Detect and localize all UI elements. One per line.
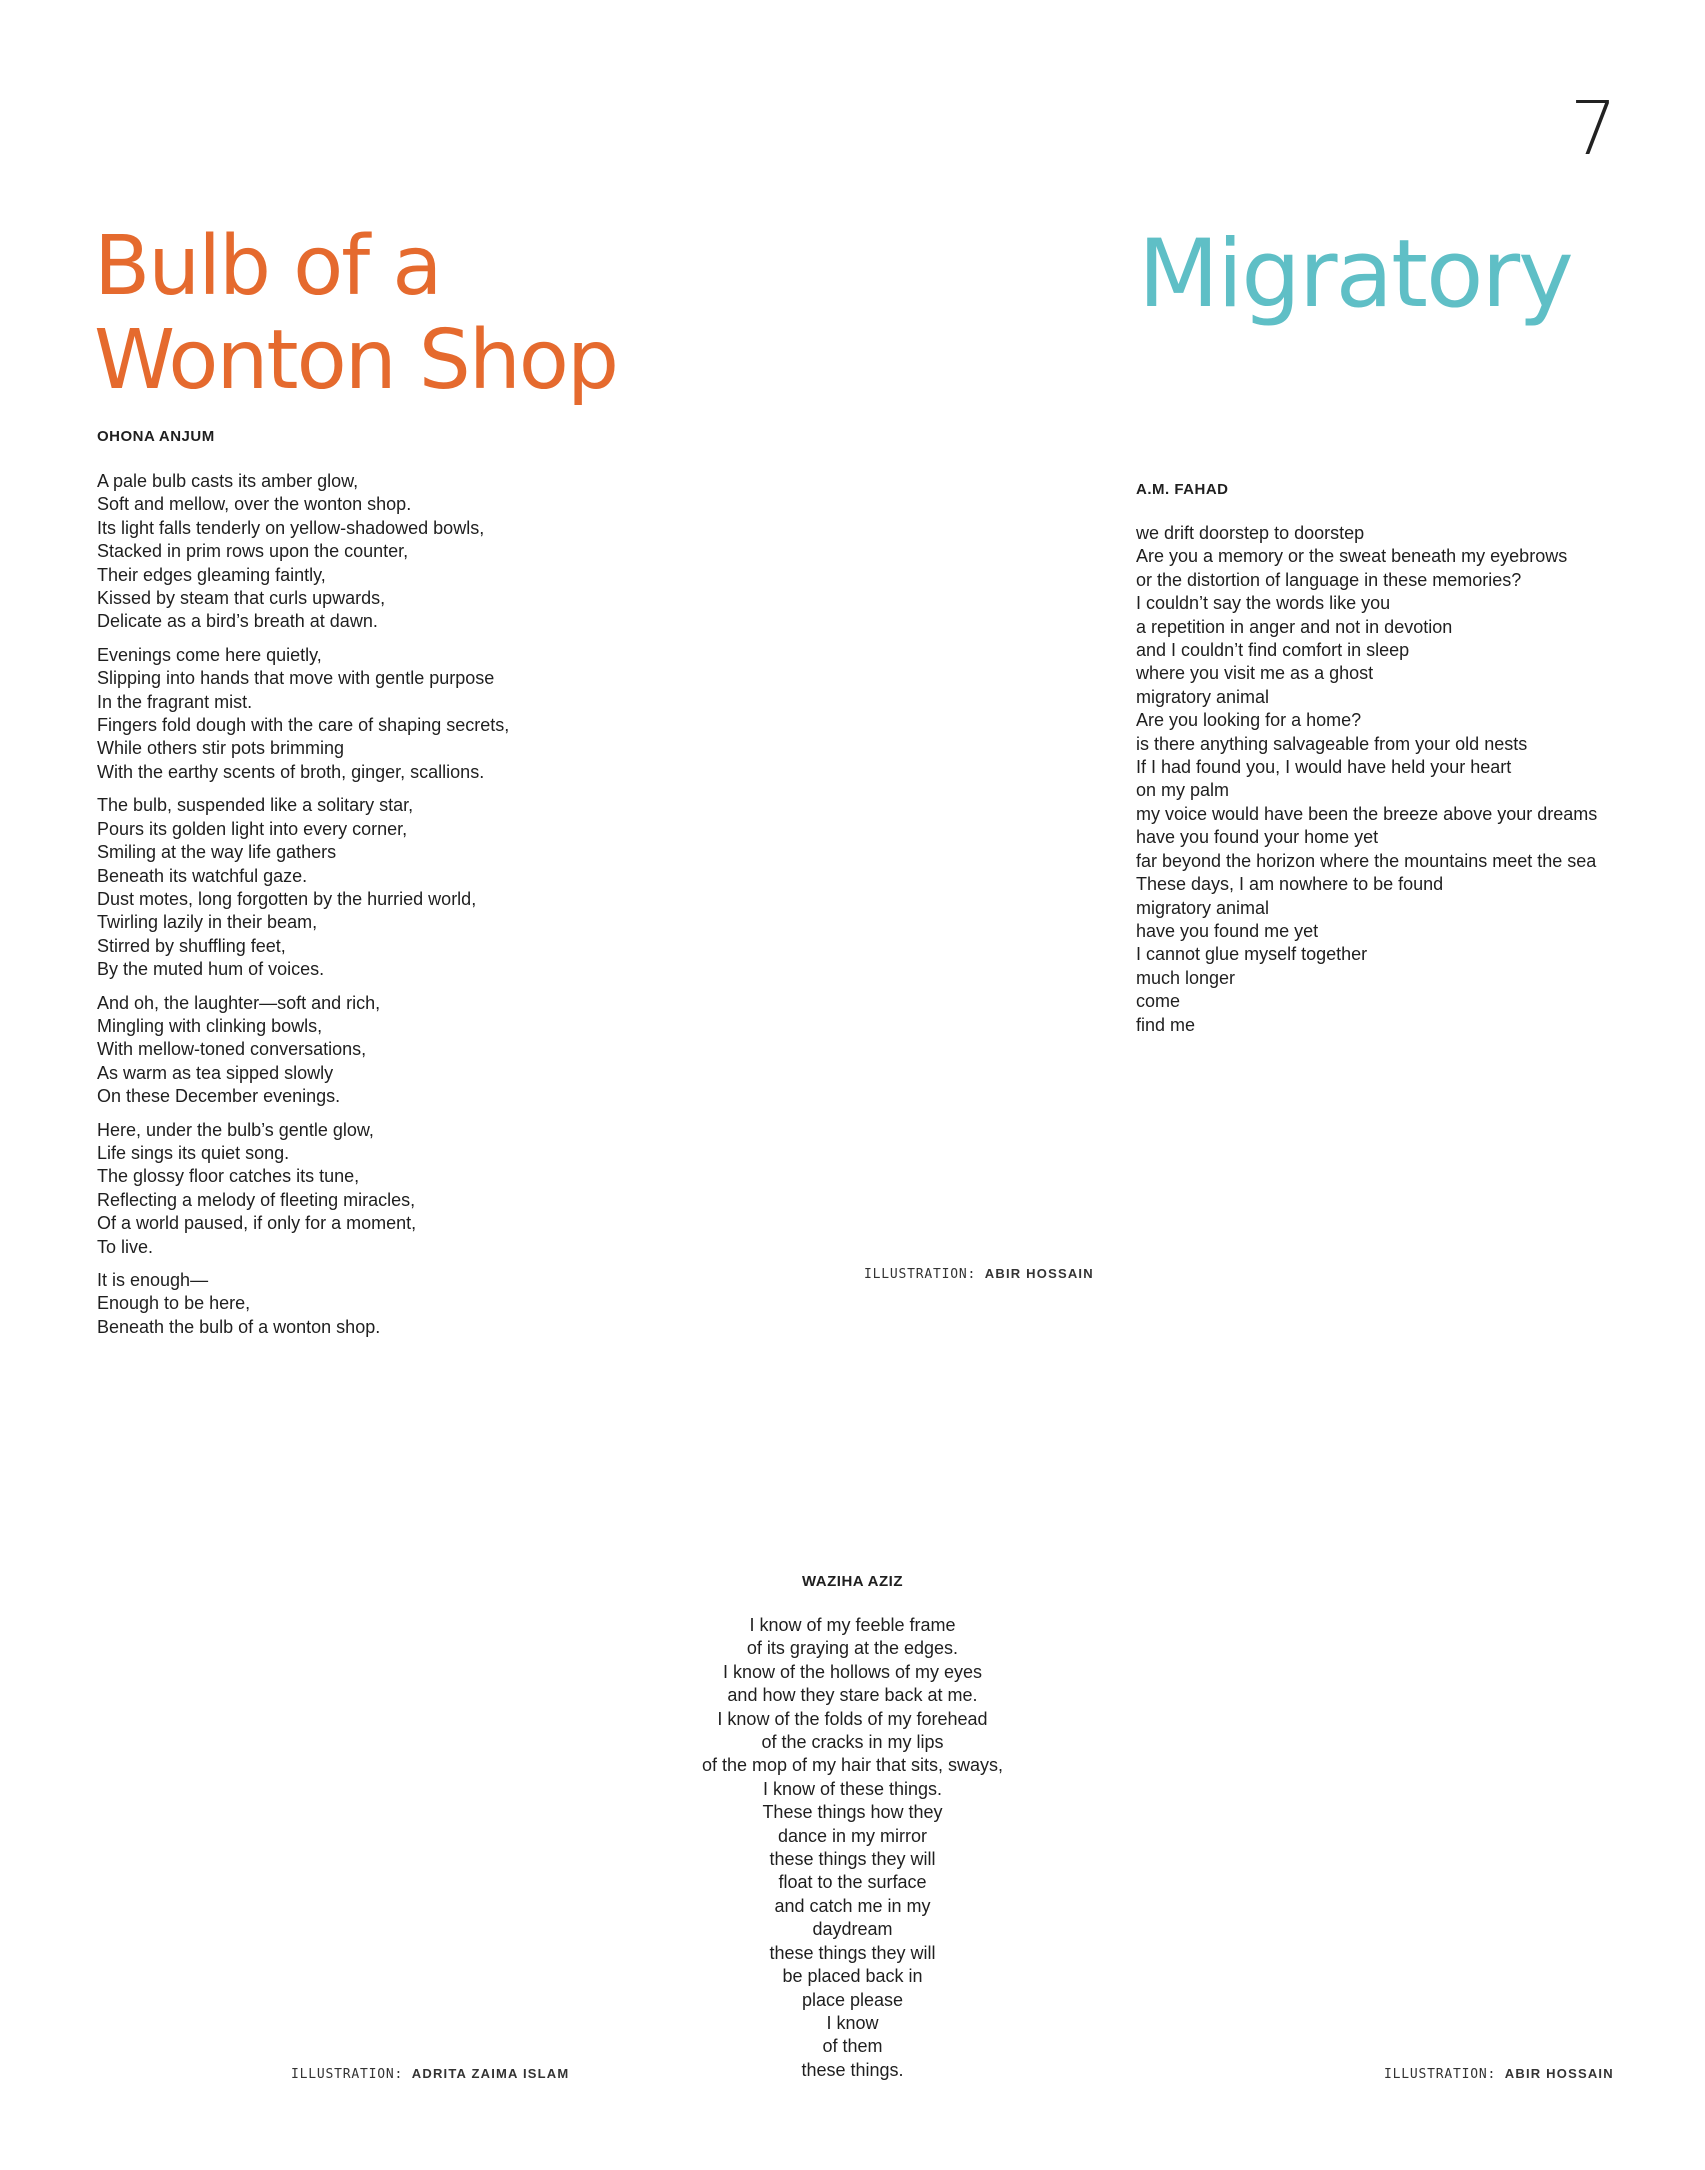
poem-line: Delicate as a bird’s breath at dawn. — [97, 611, 378, 632]
poem-line: and how they stare back at me. — [727, 1685, 978, 1706]
poem-line: of its graying at the edges. — [746, 1638, 959, 1659]
poem-line: place please — [801, 1989, 904, 2010]
poem-line: With the earthy scents of broth, ginger, scallions. — [97, 761, 485, 782]
poem-line: In the fragrant mist. — [97, 691, 253, 712]
poem-line: these things. — [801, 2059, 904, 2080]
poem-line: we drift doorstep to doorstep — [1136, 523, 1365, 543]
poem-line: Mingling with clinking bowls, — [97, 1015, 323, 1036]
poem-line: Beneath the bulb of a wonton shop. — [97, 1316, 381, 1337]
poem-title-bulb: Bulb of a Wonton Shop — [94, 219, 618, 408]
poem-line: Pours its golden light into every corner, — [97, 818, 408, 839]
poem-line: Its light falls tenderly on yellow-shadowed bowls, — [97, 517, 485, 538]
poem-line: migratory animal — [1136, 897, 1270, 918]
poem-line: Dust motes, long forgotten by the hurried world, — [97, 888, 477, 909]
poem-stanza — [97, 1119, 509, 1259]
poem-body-bulb — [97, 470, 509, 1349]
poem-line: As warm as tea sipped slowly — [97, 1062, 334, 1083]
poem-line: I know of my feeble frame — [749, 1615, 956, 1635]
poem-line: A pale bulb casts its amber glow, — [97, 471, 359, 491]
credit-label: ILLUSTRATION: — [864, 1267, 977, 1282]
credit-name: ABIR HOSSAIN — [1504, 2066, 1614, 2081]
credit-name: ADRITA ZAIMA ISLAM — [411, 2066, 570, 2081]
poem-line: a repetition in anger and not in devotion — [1136, 616, 1453, 637]
poem-line: Are you looking for a home? — [1136, 710, 1362, 731]
poem-line: migratory animal — [1136, 686, 1270, 707]
poem-line: dance in my mirror — [777, 1825, 928, 1846]
poem-line: Slipping into hands that move with gentle purpose — [97, 668, 495, 689]
poem-line: These days, I am nowhere to be found — [1136, 874, 1444, 895]
poem-line: By the muted hum of voices. — [97, 959, 325, 980]
credit-label: ILLUSTRATION: — [291, 2067, 404, 2082]
poem-line: Smiling at the way life gathers — [97, 842, 337, 863]
poem-line: Stacked in prim rows upon the counter, — [97, 541, 409, 562]
poem-line: on my palm — [1136, 780, 1230, 801]
poem-line: where you visit me as a ghost — [1136, 663, 1374, 684]
illustration-credit-right — [1384, 2066, 1614, 2082]
poem-line: On these December evenings. — [97, 1086, 341, 1107]
credit-name: ABIR HOSSAIN — [984, 1266, 1094, 1281]
poem-line: I couldn’t say the words like you — [1136, 593, 1391, 614]
poem-line: Here, under the bulb’s gentle glow, — [97, 1119, 374, 1140]
poem-line: these things they will — [769, 1942, 936, 1963]
illustration-credit-left — [291, 2066, 569, 2082]
poem-stanza — [97, 470, 509, 634]
poem-body-waziha — [0, 1614, 1705, 2082]
poem-line: Of a world paused, if only for a moment, — [97, 1213, 417, 1234]
poem-stanza — [97, 992, 509, 1109]
poem-line: Stirred by shuffling feet, — [97, 935, 286, 956]
poem-line: these things they will — [769, 1849, 936, 1870]
poem-line: Fingers fold dough with the care of shaping secrets, — [97, 715, 510, 736]
poem-line: Reflecting a melody of fleeting miracles, — [97, 1189, 416, 1210]
poem-author-waziha: WAZIHA AZIZ — [801, 1573, 904, 1590]
poem-line: Beneath its watchful gaze. — [97, 865, 308, 886]
poem-line: To live. — [97, 1236, 154, 1257]
poem-stanza — [97, 794, 509, 981]
poem-line: of the cracks in my lips — [761, 1732, 944, 1753]
poem-line: find me — [1136, 1014, 1196, 1035]
poem-line: float to the surface — [778, 1872, 927, 1893]
poem-line: Life sings its quiet song. — [97, 1142, 290, 1163]
poem-line: Kissed by steam that curls upwards, — [97, 588, 386, 609]
poem-line: The glossy floor catches its tune, — [97, 1166, 360, 1187]
poem-line: If I had found you, I would have held your heart — [1136, 757, 1512, 778]
poem-line: I know of the hollows of my eyes — [722, 1661, 983, 1682]
poem-title-migratory: Migratory — [1138, 220, 1572, 329]
poem-line: Twirling lazily in their beam, — [97, 912, 318, 933]
poem-line: my voice would have been the breeze above your dreams — [1136, 803, 1598, 824]
poem-author-ohona: OHONA ANJUM — [97, 428, 215, 445]
poem-line: Their edges gleaming faintly, — [97, 564, 326, 585]
poem-line: I know of these things. — [762, 1778, 943, 1799]
page-number: 7 — [1570, 86, 1618, 172]
poem-line: come — [1136, 991, 1181, 1012]
poem-line: and catch me in my — [774, 1895, 931, 1916]
poem-line: With mellow-toned conversations, — [97, 1039, 367, 1060]
poem-line: The bulb, suspended like a solitary star, — [97, 795, 414, 816]
poem-line: have you found me yet — [1136, 920, 1319, 941]
poem-line: I know — [826, 2012, 879, 2033]
poem-line: And oh, the laughter—soft and rich, — [97, 992, 381, 1013]
poem-line: have you found your home yet — [1136, 827, 1379, 848]
poem-line: and I couldn’t find comfort in sleep — [1136, 640, 1410, 661]
poem-line: Enough to be here, — [97, 1293, 251, 1314]
poem-line: Are you a memory or the sweat beneath my eyebrows — [1136, 546, 1568, 567]
poem-line: daydream — [812, 1919, 893, 1940]
poem-line: I cannot glue myself together — [1136, 944, 1368, 965]
poem-line: Soft and mellow, over the wonton shop. — [97, 494, 412, 515]
poem-stanza — [97, 1269, 509, 1339]
poem-line: It is enough— — [97, 1270, 209, 1290]
poem-line: much longer — [1136, 967, 1236, 988]
poem-line: far beyond the horizon where the mountains meet the sea — [1136, 850, 1597, 871]
poem-line: These things how they — [762, 1802, 943, 1823]
poem-stanza — [97, 644, 509, 784]
poem-line: Evenings come here quietly, — [97, 644, 322, 665]
poem-line: be placed back in — [782, 1966, 923, 1987]
poem-body-migratory — [1136, 522, 1597, 1037]
poem-line: is there anything salvageable from your old nests — [1136, 733, 1528, 754]
poem-line: of the mop of my hair that sits, sways, — [701, 1755, 1004, 1776]
poem-line: While others stir pots brimming — [97, 738, 345, 759]
credit-label: ILLUSTRATION: — [1384, 2067, 1497, 2082]
poem-line: of them — [822, 2036, 883, 2057]
poem-line: I know of the folds of my forehead — [717, 1708, 988, 1729]
illustration-credit-middle — [864, 1266, 1094, 1282]
poem-line: or the distortion of language in these memories? — [1136, 569, 1522, 590]
poem-author-fahad: A.M. FAHAD — [1136, 481, 1229, 498]
